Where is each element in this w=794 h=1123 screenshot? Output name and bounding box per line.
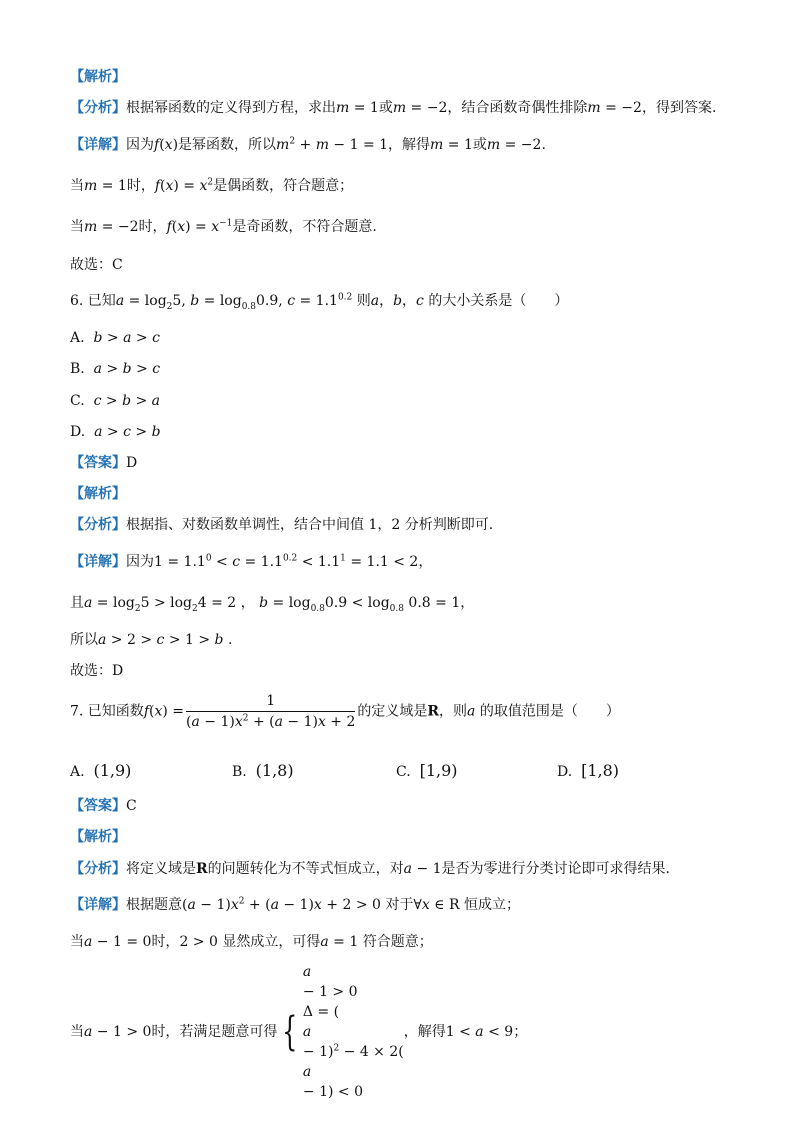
p5-case1-line: 当m = 1时，$f(x) = x^2$是偶函数，符合题意；: [70, 177, 354, 194]
q7-inequality-system: a − 1 > 0 Δ = ( a − 1)$^2$ − 4 × 2( a − 1) < 0: [302, 964, 404, 1100]
q6-choice: 故选：D: [70, 663, 124, 679]
p5-case2-line: 当m = −2时，$f(x) = x^{-1}$是奇函数，不符合题意.: [70, 218, 377, 235]
q7-stem: 7. 已知函数f(x) = $\frac{1}{(a - 1)x^2 + (a - 1)x + 2}$ 的定义域是R，则a 的取值范围是（ ）: [70, 693, 620, 730]
q7-case2-line: 当a − 1 > 0时，若满足题意可得 { a − 1 > 0 Δ = ( a − 1)$^2$ − 4 × 2( a − 1) < 0 ，解得1 < a < 9；: [70, 964, 528, 1100]
q7-option-b[interactable]: B. (1,8): [232, 761, 294, 780]
section-tag-analysis: 【解析】: [70, 829, 126, 845]
q6-stem: 6. 已知$a = \log_25$, $b = \log_{0.8}0.9$, $c = 1.1^{0.2}$ 则a，b，c 的大小关系是（ ）: [70, 292, 569, 312]
q6-detail-line3: 所以a > 2 > c > 1 > b .: [70, 632, 233, 648]
q6-answer: 【答案】D: [70, 455, 138, 471]
q6-detail-line: 【详解】因为$1 = 1.1^0 < c = 1.1^{0.2} < 1.1^1 = 1.1 < 2$，: [70, 553, 433, 570]
section-tag-analysis: 【解析】: [70, 69, 126, 85]
q6-option-c[interactable]: C. c > b > a: [70, 393, 161, 409]
q7-analysis-line: 【分析】将定义域是R的问题转化为不等式恒成立，对a − 1是否为零进行分类讨论即可求得结果.: [70, 861, 670, 877]
q7-case1-line: 当a − 1 = 0时，2 > 0 显然成立，可得a = 1 符合题意；: [70, 934, 433, 950]
q7-fraction: $\frac{1}{(a - 1)x^2 + (a - 1)x + 2}$: [186, 693, 356, 730]
q6-option-d[interactable]: D. a > c > b: [70, 424, 161, 440]
q6-option-a[interactable]: A. b > a > c: [70, 330, 160, 346]
q7-option-c[interactable]: C. [1,9): [396, 761, 458, 780]
brace-icon: {: [282, 1009, 298, 1055]
q7-detail-line: 【详解】根据题意$(a - 1)x^2 + (a - 1)x + 2 > 0$ 对于∀x ∈ R 恒成立；: [70, 896, 520, 913]
q6-analysis-line: 【分析】根据指、对数函数单调性，结合中间值 1，2 分析判断即可.: [70, 517, 494, 533]
q7-option-d[interactable]: D. [1,8): [557, 761, 620, 780]
p5-analysis-line: 【分析】根据幂函数的定义得到方程，求出m = 1或m = −2，结合函数奇偶性排除m = −2，得到答案.: [70, 100, 717, 116]
section-tag-analysis: 【解析】: [70, 486, 126, 502]
q7-option-a[interactable]: A. (1,9): [70, 761, 132, 780]
q6-option-b[interactable]: B. a > b > c: [70, 361, 161, 377]
q7-answer: 【答案】C: [70, 798, 137, 814]
p5-choice: 故选：C: [70, 257, 123, 273]
p5-detail-line: 【详解】因为f(x)是幂函数，所以$m^2 + m - 1 = 1$，解得m = 1或m = −2.: [70, 136, 546, 153]
q6-detail-line2: 且$a = \log_25 > \log_24 = 2$ ， $b = \log_{0.8}0.9 < \log_{0.8} 0.8 = 1$，: [70, 595, 475, 614]
